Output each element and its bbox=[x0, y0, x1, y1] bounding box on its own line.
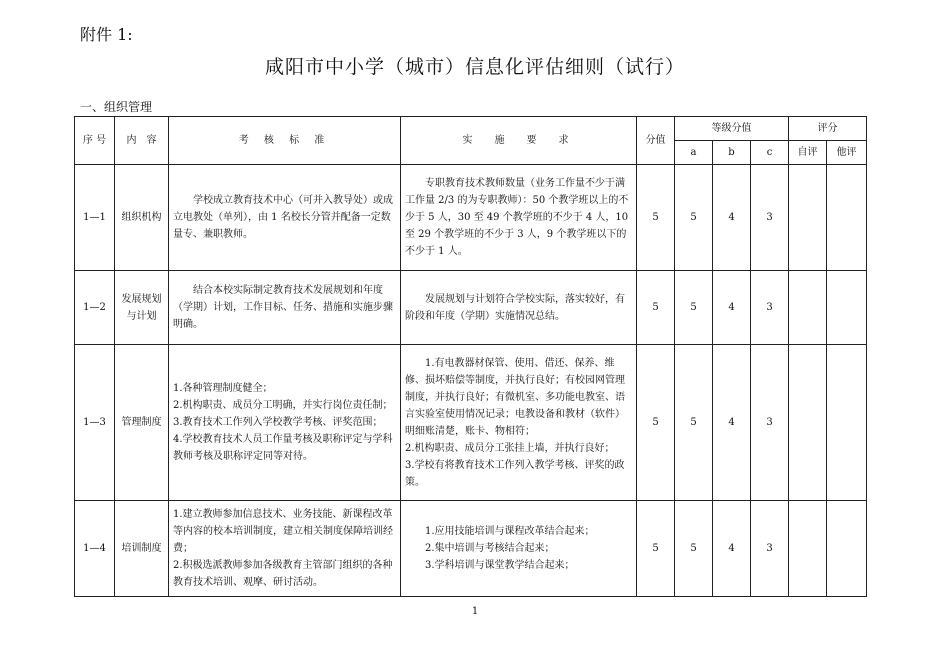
row-standard bbox=[169, 501, 401, 597]
row-grade-b: 4 bbox=[713, 165, 751, 271]
row-seq: 1—3 bbox=[75, 345, 115, 501]
col-grade-group: 等级分值 bbox=[675, 117, 789, 141]
row-content: 组织机构 bbox=[115, 165, 169, 271]
standard-line: 学校成立教育技术中心（可并入教导处）或成立电教处（单列），由 1 名校长分管并配备一定数量专、兼职教师。 bbox=[173, 195, 393, 240]
row-self-eval[interactable] bbox=[789, 501, 827, 597]
row-score: 5 bbox=[637, 271, 675, 345]
row-other-eval[interactable] bbox=[827, 501, 867, 597]
row-other-eval[interactable] bbox=[827, 271, 867, 345]
requirement-line: 2.集中培训与考核结合起来； bbox=[425, 543, 555, 554]
row-grade-b: 4 bbox=[713, 345, 751, 501]
row-grade-b: 4 bbox=[713, 501, 751, 597]
requirement-line: 3.学科培训与课堂教学结合起来； bbox=[425, 560, 575, 571]
col-self-eval: 自评 bbox=[789, 141, 827, 165]
table-row bbox=[75, 345, 867, 501]
col-other-eval: 他评 bbox=[827, 141, 867, 165]
section-heading: 一、组织管理 bbox=[80, 100, 153, 114]
row-seq: 1—1 bbox=[75, 165, 115, 271]
document-title: 咸阳市中小学（城市）信息化评估细则（试行） bbox=[264, 56, 685, 78]
standard-line: 3.教育技术工作列入学校教学考核、评奖范围； bbox=[173, 417, 383, 428]
row-requirement bbox=[401, 165, 637, 271]
row-self-eval[interactable] bbox=[789, 165, 827, 271]
row-score: 5 bbox=[637, 345, 675, 501]
requirement-line: 1.应用技能培训与课程改革结合起来； bbox=[425, 526, 595, 537]
row-content: 管理制度 bbox=[115, 345, 169, 501]
requirement-line: 3.学校有将教育技术工作列入教学考核、评奖的政策。 bbox=[405, 459, 625, 488]
row-other-eval[interactable] bbox=[827, 345, 867, 501]
row-requirement bbox=[401, 271, 637, 345]
standard-line: 2.积极选派教师参加各级教育主管部门组织的各种教育技术培训、观摩、研讨活动。 bbox=[173, 560, 393, 588]
row-standard bbox=[169, 345, 401, 501]
col-seq: 序 号 bbox=[75, 117, 115, 165]
row-seq: 1—4 bbox=[75, 501, 115, 597]
standard-line: 结合本校实际制定教育技术发展规划和年度（学期）计划，工作目标、任务、措施和实施步骤明确。 bbox=[173, 285, 393, 330]
row-content: 发展规划与计划 bbox=[115, 271, 169, 345]
row-grade-c: 3 bbox=[751, 165, 789, 271]
table-row bbox=[75, 501, 867, 597]
requirement-line: 专职教育技术教师数量（业务工作量不少于满工作量 2/3 的为专职教师）：50 个教学班以上的不少于 5 人，30 至 49 个教学班的不少于 4 人，10 至 29 个教学班的不少于 3 人，9 个教学班以下的不少于 1 人。 bbox=[405, 178, 629, 257]
row-other-eval[interactable] bbox=[827, 165, 867, 271]
col-content: 内 容 bbox=[115, 117, 169, 165]
table-row bbox=[75, 271, 867, 345]
evaluation-table bbox=[74, 116, 867, 597]
standard-line: 1.各种管理制度健全； bbox=[173, 383, 273, 394]
row-self-eval[interactable] bbox=[789, 271, 827, 345]
row-self-eval[interactable] bbox=[789, 345, 827, 501]
row-grade-b: 4 bbox=[713, 271, 751, 345]
col-standard: 考 核 标 准 bbox=[169, 117, 401, 165]
col-grade-a: a bbox=[675, 141, 713, 165]
standard-line: 4.学校教育技术人员工作量考核及职称评定与学科教师考核及职称评定同等对待。 bbox=[173, 434, 393, 462]
requirement-line: 1.有电教器材保管、使用、借还、保养、维修、损坏赔偿等制度，并执行良好；有校园网管理制度，并执行良好；有微机室、多功能电教室、语言实验室使用情况记录；电教设备和教材（软件）明细账清楚，账卡、物相符； bbox=[405, 357, 625, 437]
row-requirement bbox=[401, 501, 637, 597]
row-seq: 1—2 bbox=[75, 271, 115, 345]
row-grade-a: 5 bbox=[675, 271, 713, 345]
standard-line: 2.机构职责、成员分工明确，并实行岗位责任制； bbox=[173, 400, 393, 411]
col-eval-group: 评分 bbox=[789, 117, 867, 141]
standard-line: 1.建立教师参加信息技术、业务技能、新课程改革等内容的校本培训制度，建立相关制度保障培训经费； bbox=[173, 509, 393, 554]
col-requirement: 实 施 要 求 bbox=[401, 117, 637, 165]
col-grade-c: c bbox=[751, 141, 789, 165]
row-grade-c: 3 bbox=[751, 271, 789, 345]
row-score: 5 bbox=[637, 501, 675, 597]
requirement-line: 2.机构职责、成员分工张挂上墙，并执行良好； bbox=[405, 442, 615, 454]
row-grade-c: 3 bbox=[751, 345, 789, 501]
row-requirement bbox=[401, 345, 637, 501]
col-score: 分值 bbox=[637, 117, 675, 165]
attachment-label: 附件 1: bbox=[80, 25, 133, 44]
page-number: 1 bbox=[471, 606, 479, 617]
row-grade-a: 5 bbox=[675, 345, 713, 501]
row-grade-a: 5 bbox=[675, 165, 713, 271]
row-content: 培训制度 bbox=[115, 501, 169, 597]
row-score: 5 bbox=[637, 165, 675, 271]
row-standard bbox=[169, 271, 401, 345]
col-grade-b: b bbox=[713, 141, 751, 165]
row-grade-a: 5 bbox=[675, 501, 713, 597]
row-grade-c: 3 bbox=[751, 501, 789, 597]
requirement-line: 发展规划与计划符合学校实际，落实较好，有阶段和年度（学期）实施情况总结。 bbox=[405, 293, 625, 322]
row-standard bbox=[169, 165, 401, 271]
table-row bbox=[75, 165, 867, 271]
